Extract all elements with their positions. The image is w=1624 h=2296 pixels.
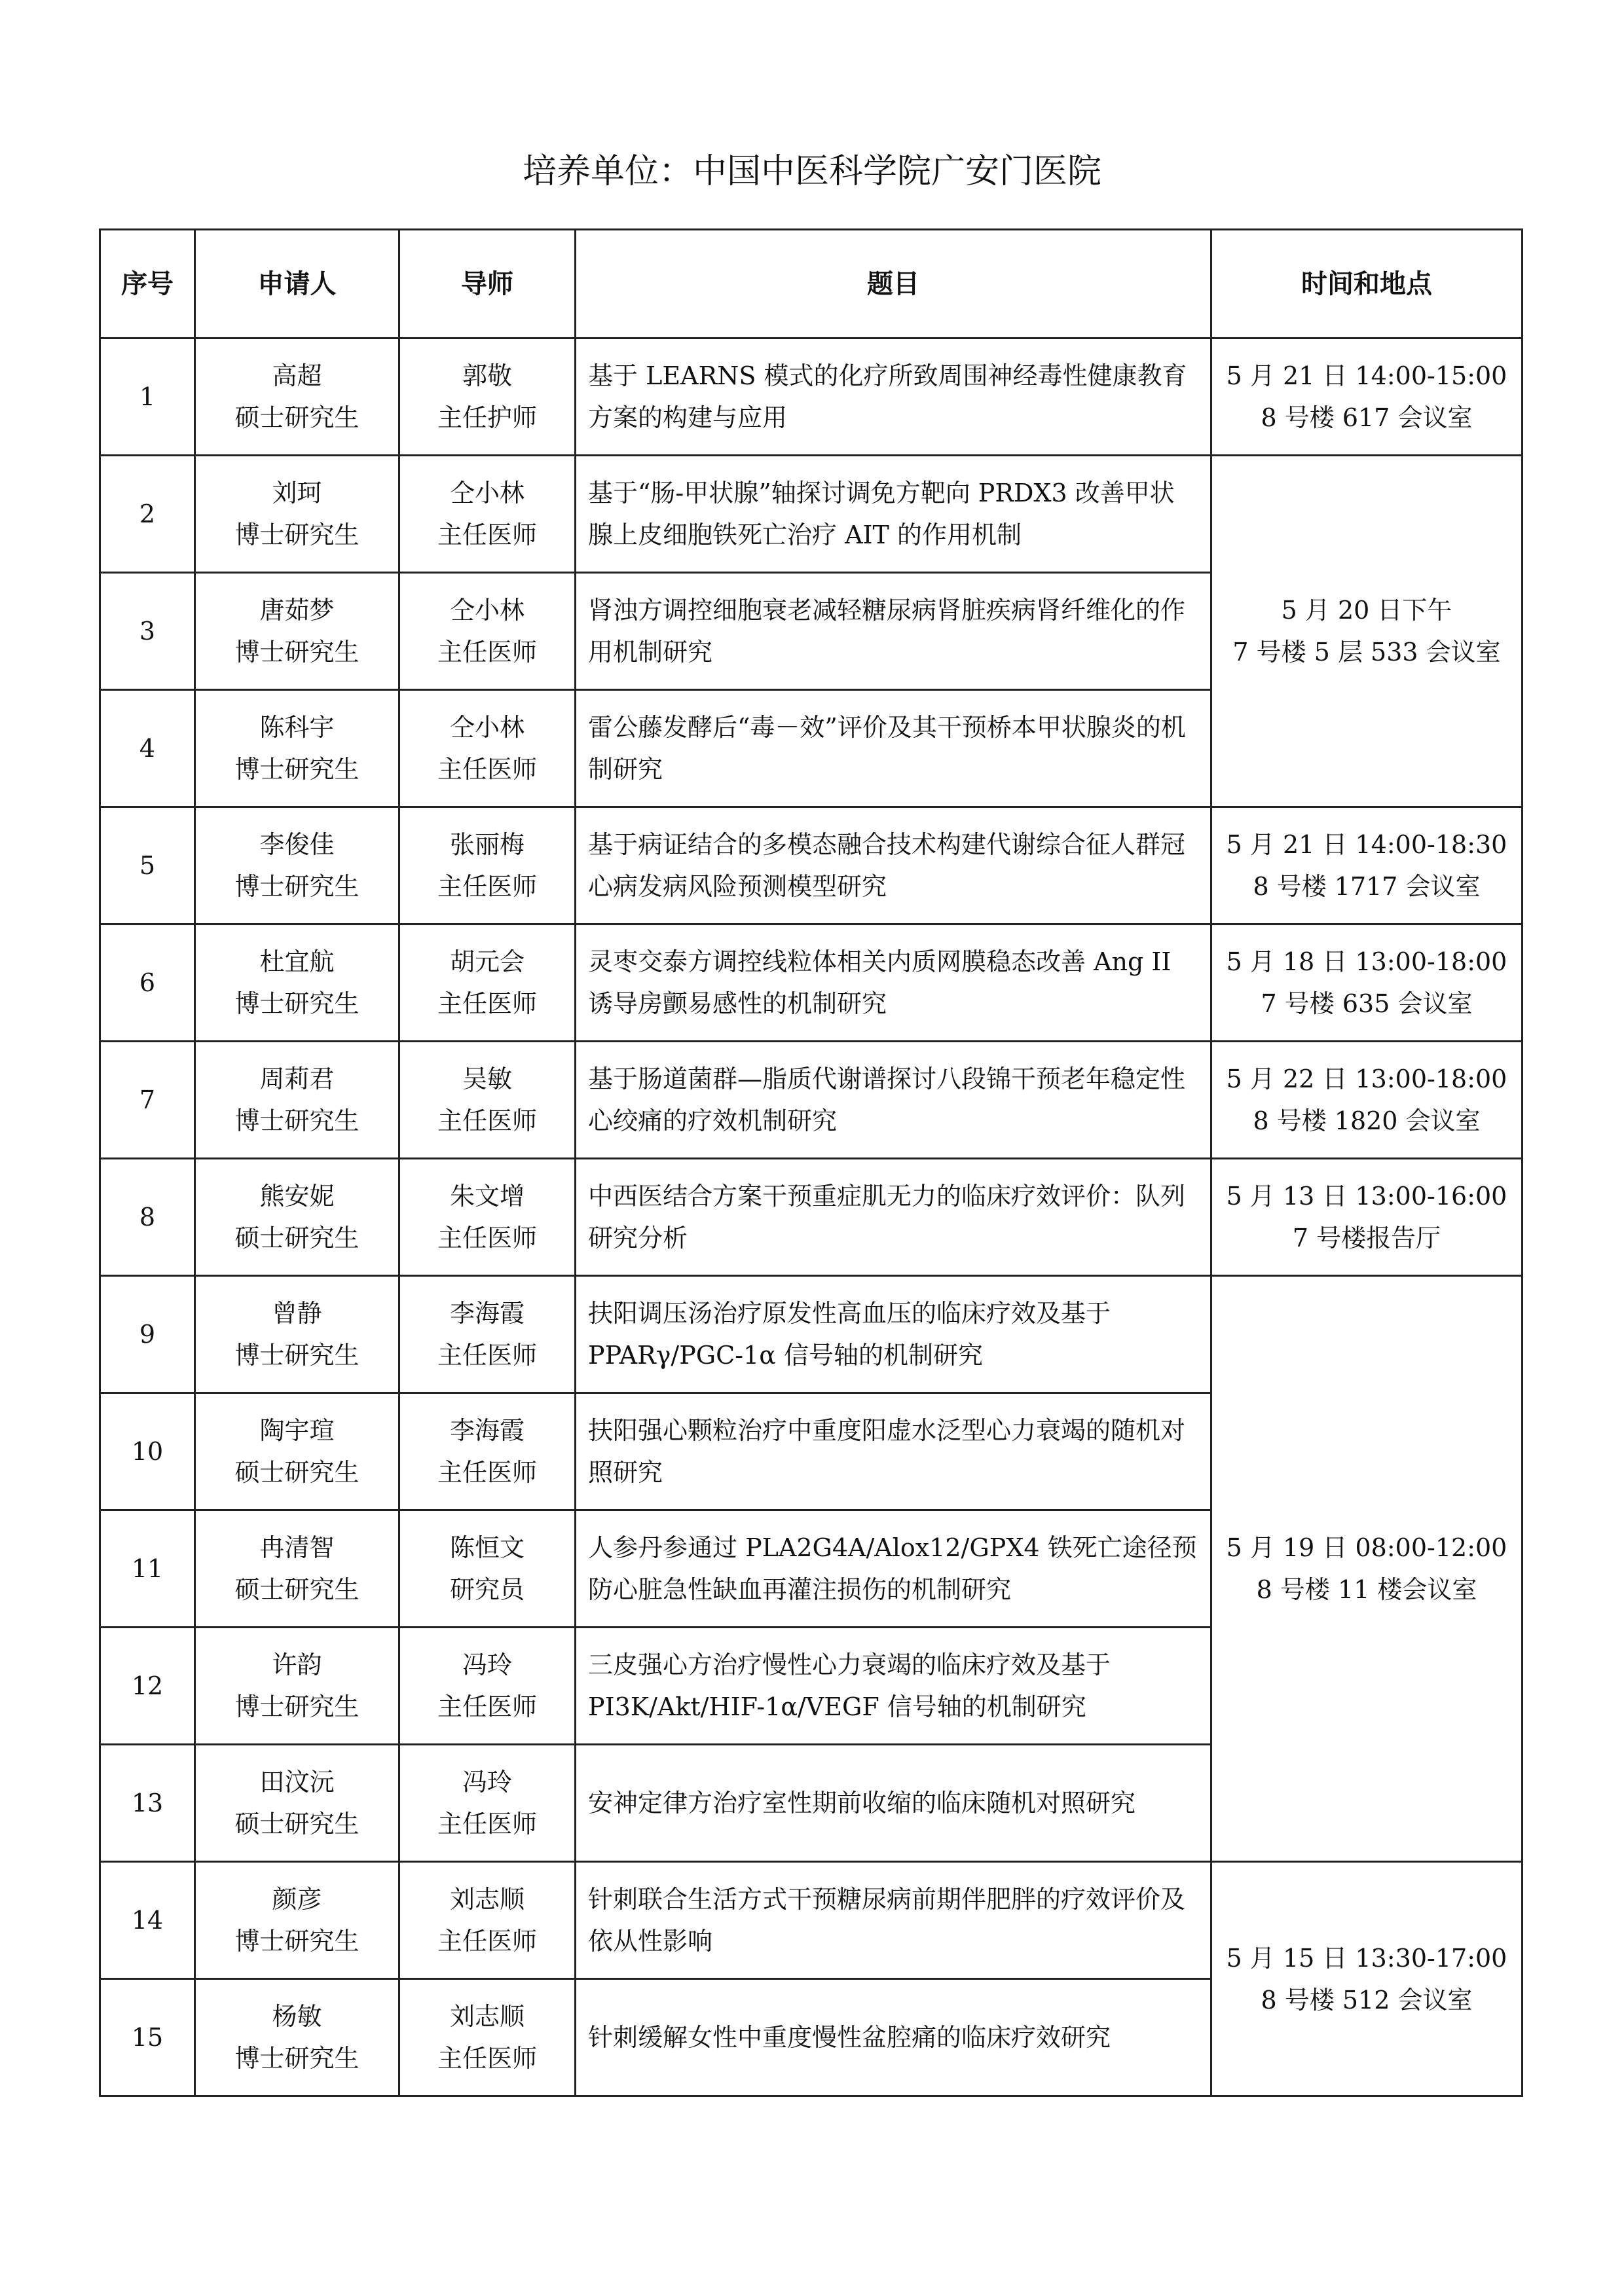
row-index: 10 bbox=[100, 1393, 195, 1510]
session-time: 5 月 21 日 14:00-15:00 bbox=[1226, 361, 1507, 390]
advisor-cell bbox=[399, 1979, 576, 2096]
session-time: 5 月 20 日下午 bbox=[1281, 596, 1452, 625]
table-row bbox=[100, 1159, 1522, 1276]
topic-cell bbox=[576, 1745, 1211, 1862]
time-place-cell bbox=[1211, 1276, 1522, 1862]
advisor-cell bbox=[399, 1393, 576, 1510]
applicant-name: 陶宇瑄 bbox=[259, 1416, 335, 1445]
session-place: 7 号楼报告厅 bbox=[1292, 1224, 1441, 1252]
row-index: 7 bbox=[100, 1042, 195, 1159]
advisor-name: 仝小林 bbox=[449, 479, 525, 507]
advisor-cell bbox=[399, 1276, 576, 1393]
row-index: 2 bbox=[100, 456, 195, 573]
topic-text: 针刺缓解女性中重度慢性盆腔痛的临床疗效研究 bbox=[588, 2023, 1111, 2052]
topic-text: 基于病证结合的多模态融合技术构建代谢综合征人群冠心病发病风险预测模型研究 bbox=[588, 830, 1186, 901]
row-index: 1 bbox=[100, 338, 195, 456]
topic-text: 基于肠道菌群—脂质代谢谱探讨八段锦干预老年稳定性心绞痛的疗效机制研究 bbox=[588, 1065, 1186, 1135]
advisor-title: 主任医师 bbox=[437, 1927, 537, 1956]
header-time-place: 时间和地点 bbox=[1211, 230, 1522, 338]
advisor-title: 主任医师 bbox=[437, 1458, 537, 1487]
row-index: 8 bbox=[100, 1159, 195, 1276]
row-index: 15 bbox=[100, 1979, 195, 2096]
session-place: 8 号楼 512 会议室 bbox=[1261, 1985, 1473, 2014]
applicant-name: 周莉君 bbox=[259, 1065, 335, 1093]
advisor-cell bbox=[399, 1862, 576, 1979]
time-place-cell bbox=[1211, 338, 1522, 456]
row-index: 14 bbox=[100, 1862, 195, 1979]
applicant-name: 许韵 bbox=[272, 1650, 322, 1679]
advisor-name: 朱文增 bbox=[449, 1182, 525, 1211]
applicant-cell bbox=[195, 338, 399, 456]
session-time: 5 月 22 日 13:00-18:00 bbox=[1226, 1065, 1507, 1093]
advisor-cell bbox=[399, 690, 576, 807]
applicant-cell bbox=[195, 924, 399, 1042]
session-place: 7 号楼 5 层 533 会议室 bbox=[1232, 638, 1501, 666]
advisor-title: 主任医师 bbox=[437, 1692, 537, 1721]
topic-cell bbox=[576, 1393, 1211, 1510]
applicant-name: 颜彦 bbox=[272, 1885, 322, 1914]
topic-cell bbox=[576, 573, 1211, 690]
advisor-cell bbox=[399, 1042, 576, 1159]
session-place: 8 号楼 617 会议室 bbox=[1261, 403, 1473, 432]
page-title: 培养单位：中国中医科学院广安门医院 bbox=[522, 152, 1101, 191]
header-applicant: 申请人 bbox=[195, 230, 399, 338]
advisor-name: 李海霞 bbox=[449, 1416, 525, 1445]
advisor-title: 主任医师 bbox=[437, 638, 537, 666]
advisor-title: 主任医师 bbox=[437, 2044, 537, 2073]
session-time: 5 月 21 日 14:00-18:30 bbox=[1226, 830, 1507, 859]
session-place: 7 号楼 635 会议室 bbox=[1261, 989, 1473, 1018]
topic-cell bbox=[576, 1276, 1211, 1393]
applicant-name: 熊安妮 bbox=[259, 1182, 335, 1211]
advisor-name: 刘志顺 bbox=[449, 1885, 525, 1914]
defense-schedule-table bbox=[99, 228, 1523, 2097]
header-index: 序号 bbox=[100, 230, 195, 338]
advisor-name: 刘志顺 bbox=[449, 2002, 525, 2031]
applicant-cell bbox=[195, 1393, 399, 1510]
applicant-cell bbox=[195, 690, 399, 807]
table-row bbox=[100, 1276, 1522, 1393]
advisor-cell bbox=[399, 1745, 576, 1862]
time-place-cell bbox=[1211, 807, 1522, 924]
table-row bbox=[100, 456, 1522, 573]
applicant-name: 杨敏 bbox=[272, 2002, 322, 2031]
advisor-cell bbox=[399, 1628, 576, 1745]
topic-cell bbox=[576, 690, 1211, 807]
applicant-degree: 博士研究生 bbox=[234, 872, 360, 901]
advisor-name: 郭敬 bbox=[462, 361, 512, 390]
time-place-cell bbox=[1211, 1042, 1522, 1159]
applicant-degree: 硕士研究生 bbox=[234, 403, 360, 432]
topic-text: 中西医结合方案干预重症肌无力的临床疗效评价：队列研究分析 bbox=[588, 1182, 1186, 1252]
session-time: 5 月 18 日 13:00-18:00 bbox=[1226, 947, 1507, 976]
applicant-cell bbox=[195, 1276, 399, 1393]
applicant-name: 刘珂 bbox=[272, 479, 322, 507]
advisor-name: 张丽梅 bbox=[449, 830, 525, 859]
session-time: 5 月 13 日 13:00-16:00 bbox=[1226, 1182, 1507, 1211]
advisor-cell bbox=[399, 1159, 576, 1276]
applicant-degree: 博士研究生 bbox=[234, 1341, 360, 1370]
row-index: 13 bbox=[100, 1745, 195, 1862]
row-index: 9 bbox=[100, 1276, 195, 1393]
session-place: 8 号楼 1820 会议室 bbox=[1253, 1106, 1481, 1135]
topic-text: 扶阳调压汤治疗原发性高血压的临床疗效及基于 PPARγ/PGC-1α 信号轴的机制研究 bbox=[588, 1299, 1111, 1370]
applicant-degree: 博士研究生 bbox=[234, 989, 360, 1018]
row-index: 12 bbox=[100, 1628, 195, 1745]
advisor-cell bbox=[399, 338, 576, 456]
advisor-title: 研究员 bbox=[449, 1575, 525, 1604]
table-row bbox=[100, 1042, 1522, 1159]
advisor-title: 主任医师 bbox=[437, 989, 537, 1018]
advisor-title: 主任医师 bbox=[437, 1810, 537, 1838]
topic-text: 基于“肠-甲状腺”轴探讨调免方靶向 PRDX3 改善甲状腺上皮细胞铁死亡治疗 AIT 的作用机制 bbox=[588, 479, 1175, 549]
topic-cell bbox=[576, 456, 1211, 573]
advisor-cell bbox=[399, 924, 576, 1042]
topic-cell bbox=[576, 1979, 1211, 2096]
applicant-cell bbox=[195, 1745, 399, 1862]
topic-cell bbox=[576, 1862, 1211, 1979]
row-index: 6 bbox=[100, 924, 195, 1042]
applicant-name: 高超 bbox=[272, 361, 322, 390]
applicant-name: 杜宜航 bbox=[259, 947, 335, 976]
applicant-degree: 博士研究生 bbox=[234, 1927, 360, 1956]
session-place: 8 号楼 1717 会议室 bbox=[1253, 872, 1481, 901]
topic-text: 扶阳强心颗粒治疗中重度阳虚水泛型心力衰竭的随机对照研究 bbox=[588, 1416, 1186, 1487]
time-place-cell bbox=[1211, 924, 1522, 1042]
topic-text: 灵枣交泰方调控线粒体相关内质网膜稳态改善 Ang II 诱导房颤易感性的机制研究 bbox=[588, 947, 1172, 1018]
table-row bbox=[100, 924, 1522, 1042]
topic-text: 针刺联合生活方式干预糖尿病前期伴肥胖的疗效评价及依从性影响 bbox=[588, 1885, 1186, 1956]
time-place-cell bbox=[1211, 456, 1522, 807]
topic-cell bbox=[576, 1042, 1211, 1159]
topic-text: 肾浊方调控细胞衰老减轻糖尿病肾脏疾病肾纤维化的作用机制研究 bbox=[588, 596, 1186, 666]
table-row bbox=[100, 807, 1522, 924]
advisor-title: 主任医师 bbox=[437, 1106, 537, 1135]
applicant-name: 冉清智 bbox=[259, 1533, 335, 1562]
advisor-title: 主任医师 bbox=[437, 1224, 537, 1252]
advisor-cell bbox=[399, 573, 576, 690]
topic-cell bbox=[576, 807, 1211, 924]
advisor-name: 冯玲 bbox=[462, 1768, 512, 1796]
advisor-title: 主任医师 bbox=[437, 872, 537, 901]
advisor-name: 吴敏 bbox=[462, 1065, 512, 1093]
applicant-cell bbox=[195, 1510, 399, 1628]
applicant-cell bbox=[195, 1628, 399, 1745]
row-index: 3 bbox=[100, 573, 195, 690]
applicant-cell bbox=[195, 1159, 399, 1276]
advisor-title: 主任医师 bbox=[437, 755, 537, 784]
applicant-name: 曾静 bbox=[272, 1299, 322, 1328]
applicant-degree: 博士研究生 bbox=[234, 1692, 360, 1721]
advisor-title: 主任医师 bbox=[437, 520, 537, 549]
applicant-name: 陈科宇 bbox=[259, 713, 335, 742]
topic-text: 人参丹参通过 PLA2G4A/Alox12/GPX4 铁死亡途径预防心脏急性缺血再灌注损伤的机制研究 bbox=[588, 1533, 1197, 1604]
topic-cell bbox=[576, 1628, 1211, 1745]
topic-text: 基于 LEARNS 模式的化疗所致周围神经毒性健康教育方案的构建与应用 bbox=[588, 361, 1187, 432]
row-index: 4 bbox=[100, 690, 195, 807]
applicant-cell bbox=[195, 807, 399, 924]
advisor-name: 陈恒文 bbox=[449, 1533, 525, 1562]
row-index: 11 bbox=[100, 1510, 195, 1628]
applicant-degree: 硕士研究生 bbox=[234, 1575, 360, 1604]
applicant-name: 田汶沅 bbox=[259, 1768, 335, 1796]
table-row bbox=[100, 1862, 1522, 1979]
applicant-name: 李俊佳 bbox=[259, 830, 335, 859]
advisor-cell bbox=[399, 456, 576, 573]
advisor-cell bbox=[399, 1510, 576, 1628]
applicant-degree: 博士研究生 bbox=[234, 520, 360, 549]
time-place-cell bbox=[1211, 1862, 1522, 2096]
session-time: 5 月 19 日 08:00-12:00 bbox=[1226, 1533, 1507, 1562]
session-place: 8 号楼 11 楼会议室 bbox=[1256, 1575, 1477, 1604]
applicant-cell bbox=[195, 1979, 399, 2096]
topic-cell bbox=[576, 338, 1211, 456]
applicant-degree: 博士研究生 bbox=[234, 2044, 360, 2073]
applicant-cell bbox=[195, 1042, 399, 1159]
applicant-degree: 硕士研究生 bbox=[234, 1458, 360, 1487]
topic-text: 安神定律方治疗室性期前收缩的临床随机对照研究 bbox=[588, 1789, 1136, 1817]
advisor-name: 仝小林 bbox=[449, 713, 525, 742]
advisor-title: 主任医师 bbox=[437, 1341, 537, 1370]
topic-cell bbox=[576, 1159, 1211, 1276]
time-place-cell bbox=[1211, 1159, 1522, 1276]
applicant-degree: 硕士研究生 bbox=[234, 1224, 360, 1252]
applicant-degree: 博士研究生 bbox=[234, 638, 360, 666]
header-topic: 题目 bbox=[576, 230, 1211, 338]
applicant-degree: 硕士研究生 bbox=[234, 1810, 360, 1838]
applicant-cell bbox=[195, 456, 399, 573]
applicant-degree: 博士研究生 bbox=[234, 755, 360, 784]
topic-text: 三皮强心方治疗慢性心力衰竭的临床疗效及基于 PI3K/Akt/HIF-1α/VEGF 信号轴的机制研究 bbox=[588, 1650, 1111, 1721]
row-index: 5 bbox=[100, 807, 195, 924]
advisor-title: 主任护师 bbox=[437, 403, 537, 432]
table-row bbox=[100, 338, 1522, 456]
applicant-name: 唐茹梦 bbox=[259, 596, 335, 625]
header-advisor: 导师 bbox=[399, 230, 576, 338]
applicant-degree: 博士研究生 bbox=[234, 1106, 360, 1135]
advisor-name: 仝小林 bbox=[449, 596, 525, 625]
table-header-row bbox=[100, 230, 1522, 338]
session-time: 5 月 15 日 13:30-17:00 bbox=[1226, 1943, 1507, 1973]
advisor-name: 胡元会 bbox=[449, 947, 525, 976]
topic-cell bbox=[576, 1510, 1211, 1628]
topic-text: 雷公藤发酵后“毒－效”评价及其干预桥本甲状腺炎的机制研究 bbox=[588, 713, 1186, 784]
applicant-cell bbox=[195, 573, 399, 690]
advisor-name: 冯玲 bbox=[462, 1650, 512, 1679]
advisor-cell bbox=[399, 807, 576, 924]
advisor-name: 李海霞 bbox=[449, 1299, 525, 1328]
topic-cell bbox=[576, 924, 1211, 1042]
applicant-cell bbox=[195, 1862, 399, 1979]
